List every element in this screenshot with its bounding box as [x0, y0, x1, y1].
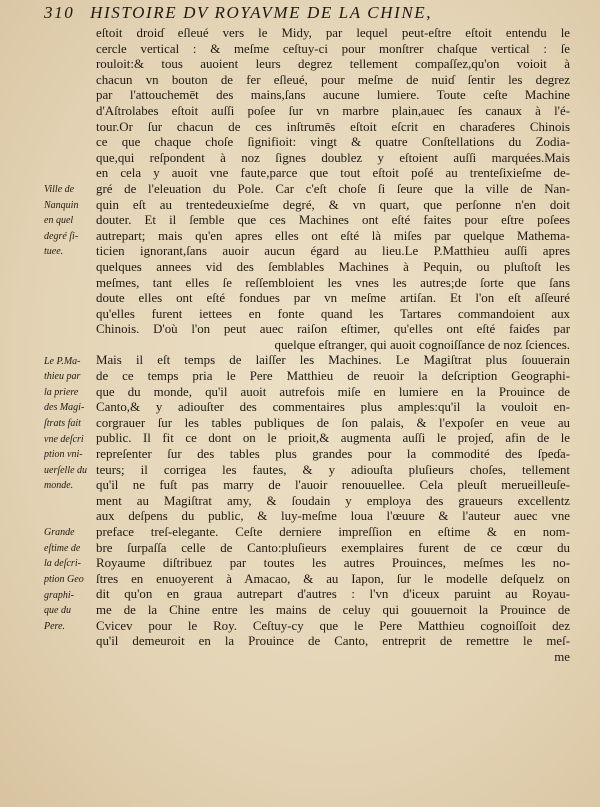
margin-note: [44, 182, 98, 260]
text-line: en cela y auoit vne faute,parce que tout eſtoit poſé au trenteſixieſme de-: [96, 166, 570, 181]
margin-note-line: ption Geo: [44, 573, 84, 585]
text-line: Mais il eſt temps de laiſſer les Machines. Le Magiſtrat plus ſouuerain: [96, 353, 570, 368]
margin-note-line: Nanquin: [44, 199, 79, 211]
margin-note-line: ſtrats fait: [44, 417, 81, 429]
text-line: Chinois. D'où l'on peut auec raiſon eſtimer, qu'elles ont eſté faiɗes par: [96, 322, 570, 337]
margin-note-line: en quel: [44, 215, 74, 227]
margin-note: [44, 354, 98, 494]
text-line: me de la Chine entre les mains de celuy qui gouuernoit la Prouince de: [96, 602, 570, 617]
text-line: quin eſt au trentedeuxieſme degré, & vn quart, que perſonne n'en doit: [96, 197, 570, 212]
text-line: quelques annees vid des ſemblables Machines à Pequin, ou pluſtoſt les: [96, 259, 570, 274]
running-header: [44, 3, 574, 25]
margin-note-line: degré ſi-: [44, 230, 79, 242]
text-line: rouloit:& tous auoient leurs degrez tellement compaſſez,qu'on voioit à: [96, 57, 570, 72]
text-line: chacun vn bouton de fer eſleué, pour meſme de nuiɗ ſentir les degrez: [96, 72, 570, 87]
margin-note-line: monde.: [44, 480, 74, 492]
text-line: bre ſurpaſſa celle de Canto:pluſieurs exemplaires furent de ce cœur du: [96, 540, 570, 555]
margin-note-line: Pere.: [44, 620, 66, 632]
text-line: meſmes, tant elles ſe reſſembloient les vnes les autres;de ſorte que ſans: [96, 275, 570, 290]
text-line: ticien ignorant,ſans auoir aucun égard au lieu.Le P.Matthieu auſſi apres: [96, 244, 570, 259]
text-line: ce que chaque choſe ſignifioit: vingt & quatre Conſtellations du Zodia-: [96, 135, 570, 150]
text-line: Cvicev pour le Roy. Ceſtuy-cy que le Pere Matthieu cognoiſſoit dez: [96, 618, 570, 633]
text-line: corgrauer ſur les tables publiques de ſon palais, & l'expoſer en veue au: [96, 415, 570, 430]
text-line: quelque eſtranger, qui auoit cognoiſſance de noz ſciences.: [274, 337, 570, 352]
text-line: que du monde, qu'il auoit autrefois miſe en lumiere en la Prouince de: [96, 384, 570, 399]
page-number: 310: [44, 3, 75, 22]
margin-note-line: des Magi-: [44, 402, 85, 414]
text-line: douter. Et il ſemble que ces Machines ont eſté faites pour eſtre poſees: [96, 213, 570, 228]
text-line: teurs; il corrigea les fautes, & y adiouſta pluſieurs choſes, tellement: [96, 462, 570, 477]
text-line: aux deſpens du public, & luy-meſme loua l'œuure & l'auteur auec vne: [96, 509, 570, 524]
text-line: que,qui reſpondent à noz ſignes doublez y eſtoient auſſi marquées.Mais: [96, 150, 570, 165]
text-line: ment au Magiſtrat amy, & ſoudain y employa des graueurs excellentz: [96, 493, 570, 508]
body-text: [96, 26, 570, 665]
margin-note-line: vne deſcri: [44, 433, 84, 445]
margin-note-line: Grande: [44, 527, 75, 539]
margin-note-line: la deſcri-: [44, 558, 81, 570]
margin-note-line: Ville de: [44, 184, 75, 195]
text-line: d'Aſtrolabes eſtoit auſſi poſee ſur vn marbre plain,auec ſes canaux à l'é-: [96, 103, 570, 118]
text-line: me: [554, 649, 570, 664]
text-line: qu'elles furent iettees en fonte quand les Tartares commandoient aux: [96, 306, 570, 321]
margin-note-line: thieu par: [44, 371, 81, 383]
text-line: cercle vertical : & meſme ceſtuy-ci pour monſtrer chaſque vertical : ſe: [96, 41, 570, 56]
margin-note-line: eſtime de: [44, 542, 81, 554]
margin-note-line: tuee.: [44, 246, 64, 258]
margin-note-line: graphi-: [44, 589, 74, 601]
margin-note-line: la priere: [44, 386, 79, 398]
margin-note-line: Le P.Ma-: [44, 355, 81, 367]
text-line: public. Il fit ce dont on le prioit,& augmenta auſſi le projeɗ, afin de le: [96, 431, 570, 446]
margin-note: [44, 525, 98, 634]
text-line: tour.Or ſur chacun de ces inſtrumēs eſtoit eſcrit en charaɗeres Chinois: [96, 119, 570, 134]
text-line: de ce temps pria le Pere Matthieu de reuoir la deſcription Geographi-: [96, 369, 570, 384]
text-line: doute elles ont eſté fondues par vn meſme artiſan. Et l'on eſt aſſeuré: [96, 291, 570, 306]
text-line: preface treſ-elegante. Ceſte derniere impreſſion en eſtime & en nom-: [96, 525, 570, 539]
margin-note-line: uerſelle du: [44, 464, 88, 476]
text-line: ſtres en enuoyerent à Amacao, & au Iapon, ſur le modelle deſquelz on: [96, 571, 570, 586]
text-line: Canto,& y adiouſter des commentaires plus amples:qu'il la vouloit en-: [96, 400, 570, 415]
text-line: autrepart; mais qu'en apres elles ont eſté là miſes par quelque Mathema-: [96, 228, 570, 243]
text-line: qu'il ne fuſt pas marry de l'auoir renouuellee. Cela pleuſt merueilleuſe-: [96, 478, 570, 493]
running-title: HISTOIRE DV ROYAVME DE LA CHINE,: [90, 3, 433, 22]
text-line: gré de l'eleuation du Pole. Car c'eſt choſe ſi ſeure que la ville de Nan-: [96, 181, 570, 196]
margin-note-line: ption vni-: [44, 449, 83, 461]
text-line: eſtoit droiɗ eſleué vers le Midy, par lequel peut-eſtre eſtoit entendu le: [96, 26, 570, 40]
text-line: repreſenter ſur des tables plus grandes pour la commodité des ſpeɗa-: [96, 447, 570, 462]
text-line: qu'il demeuroit en la Prouince de Canto, entreprit de remettre le meſ-: [96, 634, 570, 649]
margin-note-line: que du: [44, 605, 71, 617]
text-line: dit qu'on en graua autrepart d'autres : l'vn d'iceux paruint au Royau-: [96, 587, 570, 602]
text-line: Royaume diſtribuez par toutes les autres Prouinces, meſmes les no-: [96, 556, 570, 571]
text-line: par l'attouchemēt des mains,ſans aucune lumiere. Toute ceſte Machine: [96, 88, 570, 103]
